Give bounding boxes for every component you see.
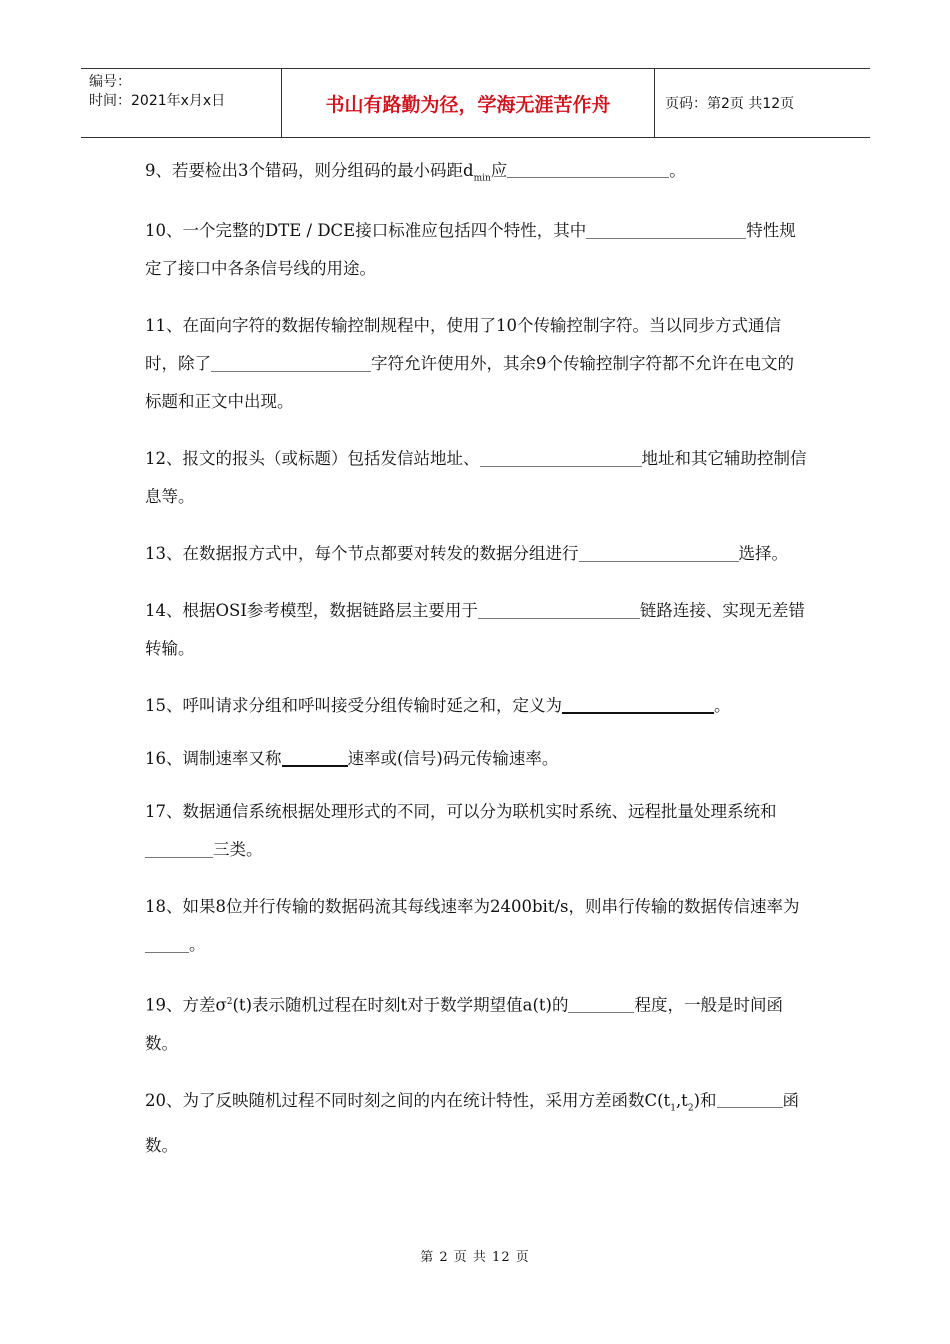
question-10: 10、一个完整的DTE / DCE接口标准应包括四个特性，其中 特性规定了接口中各条信号线的用途。 — [145, 221, 796, 279]
page-footer: 第 2 页 共 12 页 — [420, 1250, 530, 1265]
header-meta — [81, 69, 282, 137]
question-11: 11、在面向字符的数据传输控制规程中，使用了10个传输控制字符。当以同步方式通信时，除了 字符允许使用外，其余9个传输控制字符都不允许在电文的标题和正文中出现。 — [145, 316, 794, 412]
question-19: 19、方差$\sigma^2(t)$表示随机过程在时刻t对于数学期望值a(t)的 程度，一般是时间函数。 — [145, 995, 783, 1053]
question-13: 13、在数据报方式中，每个节点都要对转发的数据分组进行 选择。 — [145, 544, 788, 564]
question-14: 14、根据OSI参考模型，数据链路层主要用于 链路连接、实现无差错转输。 — [145, 601, 805, 659]
question-16: 16、调制速率又称 速率或(信号)码元传输速率。 — [145, 749, 559, 769]
answer-blank[interactable] — [478, 600, 640, 618]
page-header — [81, 68, 870, 138]
question-9: 9、若要检出3个错码，则分组码的最小码距$d_{min}$应 。 — [145, 161, 686, 184]
header-page-number: 页码：第2页 共12页 — [665, 96, 795, 112]
question-20: 20、为了反映随机过程不同时刻之间的内在统计特性，采用方差函数$C(t_1,t_2)$和 函数。 — [145, 1090, 799, 1156]
question-list — [145, 152, 810, 1184]
answer-blank[interactable] — [211, 353, 371, 371]
answer-blank[interactable] — [145, 839, 213, 857]
answer-blank[interactable] — [586, 220, 746, 238]
answer-blank[interactable] — [579, 543, 739, 561]
header-motto: 书山有路勤为径，学海无涯苦作舟 — [282, 69, 655, 137]
answer-blank[interactable] — [568, 995, 634, 1013]
question-18: 18、如果8位并行传输的数据码流其每线速率为2400bit/s，则串行传输的数据传信速率为。 — [145, 897, 800, 955]
answer-blank[interactable] — [480, 448, 642, 466]
time-label: 时间：2021年x月x日 — [89, 93, 226, 109]
answer-blank[interactable] — [145, 934, 189, 952]
question-17: 17、数据通信系统根据处理形式的不同，可以分为联机实时系统、远程批量处理系统和三类。 — [145, 802, 777, 860]
answer-blank[interactable] — [507, 160, 669, 178]
serial-label: 编号： — [89, 74, 131, 90]
question-12: 12、报文的报头（或标题）包括发信站地址、 地址和其它辅助控制信息等。 — [145, 449, 807, 507]
answer-blank[interactable] — [282, 747, 348, 766]
answer-blank[interactable] — [717, 1090, 783, 1108]
answer-blank[interactable] — [562, 694, 714, 713]
question-15: 15、呼叫请求分组和呼叫接受分组传输时延之和，定义为 。 — [145, 696, 731, 716]
